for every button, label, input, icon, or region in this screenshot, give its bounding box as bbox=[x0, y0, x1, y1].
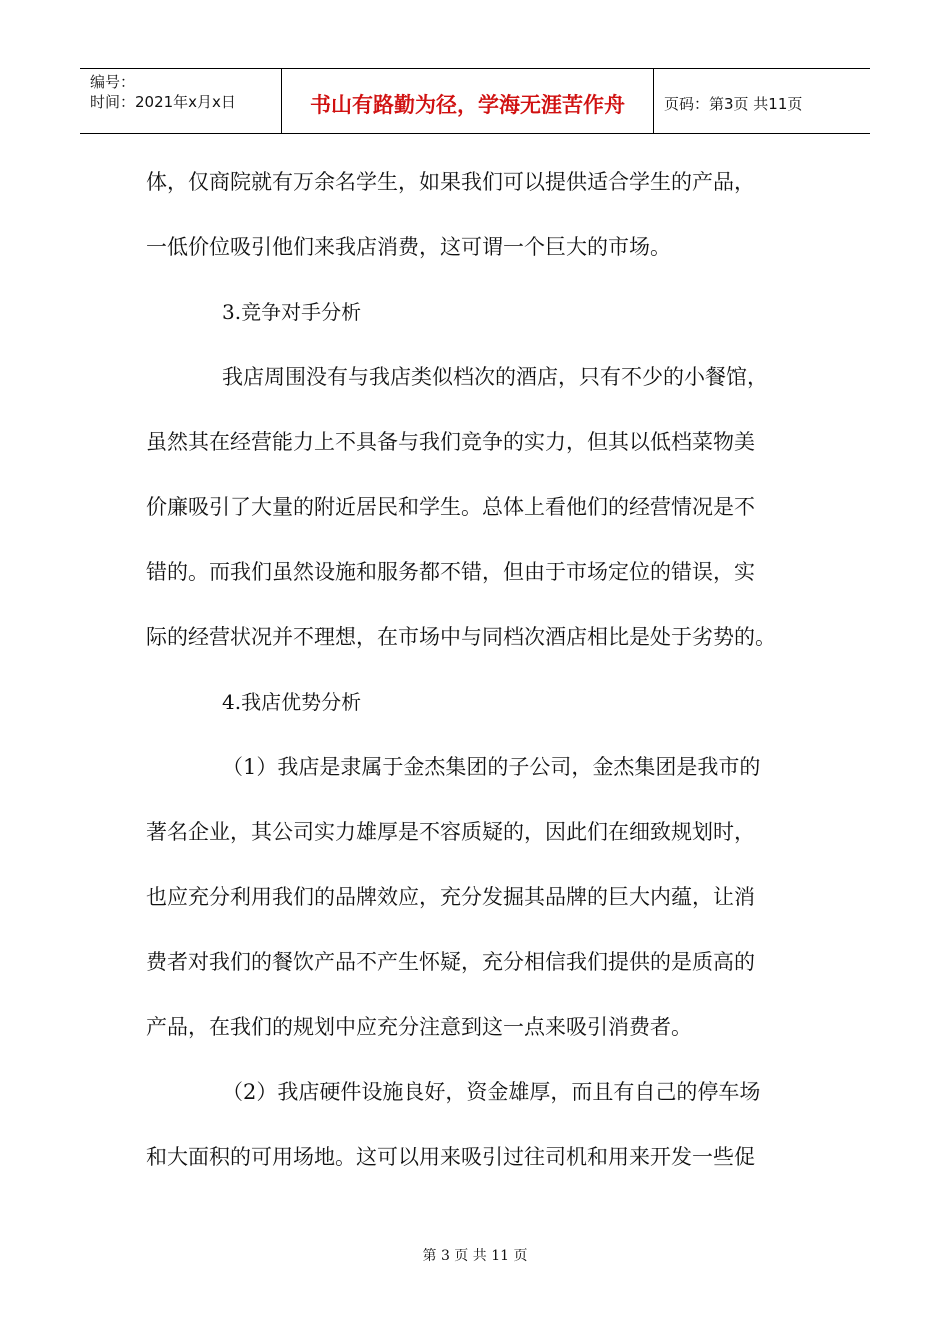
body-line: 价廉吸引了大量的附近居民和学生。总体上看他们的经营情况是不 bbox=[146, 495, 755, 519]
page-footer: 第 3 页 共 11 页 bbox=[422, 1248, 528, 1264]
body-line: 一低价位吸引他们来我店消费，这可谓一个巨大的市场。 bbox=[146, 235, 671, 259]
header-date-label: 时间：2021年x月x日 bbox=[90, 93, 236, 111]
header-page-info: 页码：第3页 共11页 bbox=[664, 94, 803, 113]
document-body bbox=[146, 150, 806, 1190]
section-heading-advantages: 4.我店优势分析 bbox=[222, 690, 362, 714]
page-header bbox=[80, 68, 870, 134]
body-line: 体，仅商院就有万余名学生，如果我们可以提供适合学生的产品， bbox=[146, 170, 755, 194]
body-line: 虽然其在经营能力上不具备与我们竞争的实力，但其以低档菜物美 bbox=[146, 430, 755, 454]
body-line: （1）我店是隶属于金杰集团的子公司，金杰集团是我市的 bbox=[222, 755, 761, 779]
body-line: 产品，在我们的规划中应充分注意到这一点来吸引消费者。 bbox=[146, 1015, 692, 1039]
body-line: 费者对我们的餐饮产品不产生怀疑，充分相信我们提供的是质高的 bbox=[146, 950, 755, 974]
header-motto: 书山有路勤为径，学海无涯苦作舟 bbox=[282, 69, 654, 133]
body-line: 际的经营状况并不理想，在市场中与同档次酒店相比是处于劣势的。 bbox=[146, 625, 776, 649]
body-line: 也应充分利用我们的品牌效应，充分发掘其品牌的巨大内蕴，让消 bbox=[146, 885, 755, 909]
header-number-label: 编号： bbox=[90, 73, 136, 91]
body-line: 著名企业，其公司实力雄厚是不容质疑的，因此们在细致规划时， bbox=[146, 820, 755, 844]
header-meta bbox=[80, 69, 282, 133]
body-line: 错的。而我们虽然设施和服务都不错，但由于市场定位的错误，实 bbox=[146, 560, 755, 584]
body-line: 我店周围没有与我店类似档次的酒店，只有不少的小餐馆， bbox=[222, 365, 768, 389]
section-heading-competitors: 3.竞争对手分析 bbox=[222, 300, 362, 324]
body-line: （2）我店硬件设施良好，资金雄厚，而且有自己的停车场 bbox=[222, 1080, 761, 1104]
body-line: 和大面积的可用场地。这可以用来吸引过往司机和用来开发一些促 bbox=[146, 1145, 755, 1169]
